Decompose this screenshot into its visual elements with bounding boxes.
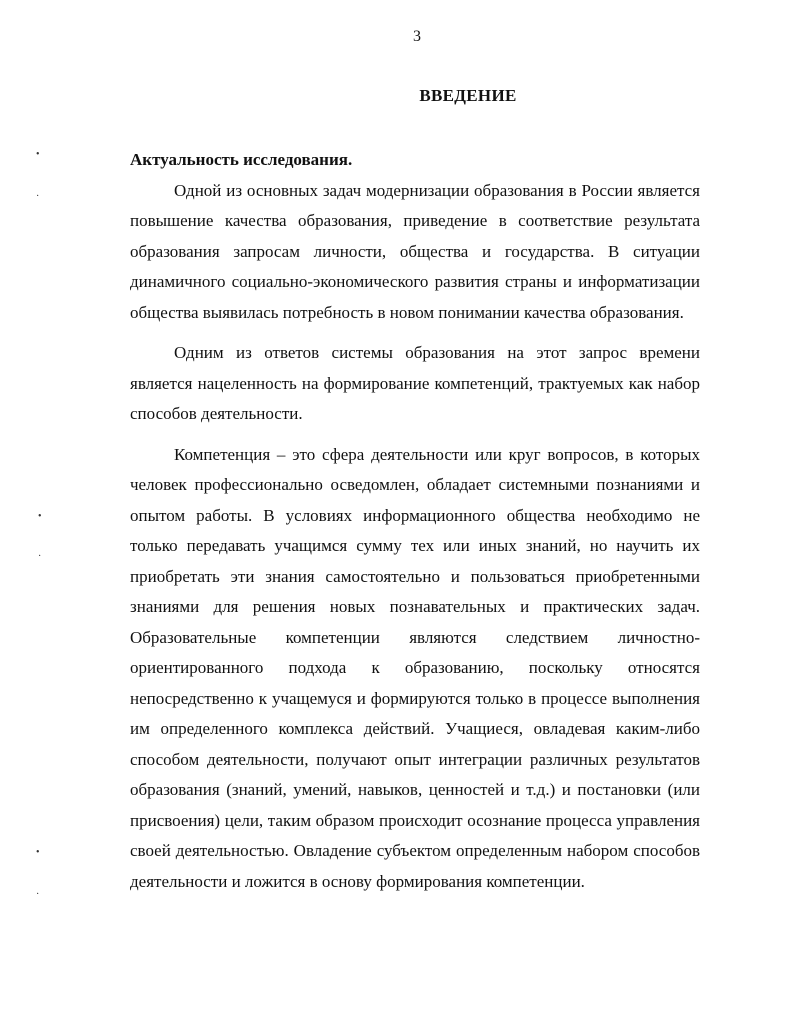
scan-speck: • <box>38 511 42 522</box>
scan-speck: • <box>36 149 40 160</box>
page-number: 3 <box>413 28 421 45</box>
scan-speck: • <box>36 847 40 858</box>
section-heading: Актуальность исследования. <box>130 150 353 169</box>
paragraph: Одним из ответов системы образования на этот запрос времени является нацеленность на формирование компетенций, трактуемых как набор способов деятельности. <box>130 343 700 423</box>
scan-speck: · <box>36 889 40 900</box>
document-body <box>130 145 700 907</box>
paragraph: Компетенция – это сфера деятельности или круг вопросов, в которых человек профессионально осведомлен, обладает системными познаниями и опытом работы. В условиях информационного общества необходимо не только передавать учащимся сумму тех или иных знаний, но научить их приобретать эти знания самостоятельно и пользоваться приобретенными знаниями для решения новых познавательных и практических задач. Образовательные компетенции являются следствием личностно-ориентированного подхода к образованию, поскольку относятся непосредственно к учащемуся и формируются только в процессе выполнения им определенного комплекса действий. Учащиеся, овладевая каким-либо способом деятельности, получают опыт интеграции различных результатов образования (знаний, умений, навыков, ценностей и т.д.) и постановки (или присвоения) цели, таким образом происходит осознание процесса управления своей деятельностью. Овладение субъектом определенным набором способов деятельности и ложится в основу формирования компетенции. <box>130 444 700 891</box>
page-title: ВВЕДЕНИЕ <box>419 86 517 105</box>
scan-speck: · <box>38 551 42 562</box>
scan-speck: · <box>36 191 40 202</box>
paragraph: Одной из основных задач модернизации образования в России является повышение качества образования, приведение в соответствие результата образования запросам личности, общества и государства. В ситуации динамичного социально-экономического развития страны и информатизации общества выявилась потребность в новом понимании качества образования. <box>130 180 700 322</box>
